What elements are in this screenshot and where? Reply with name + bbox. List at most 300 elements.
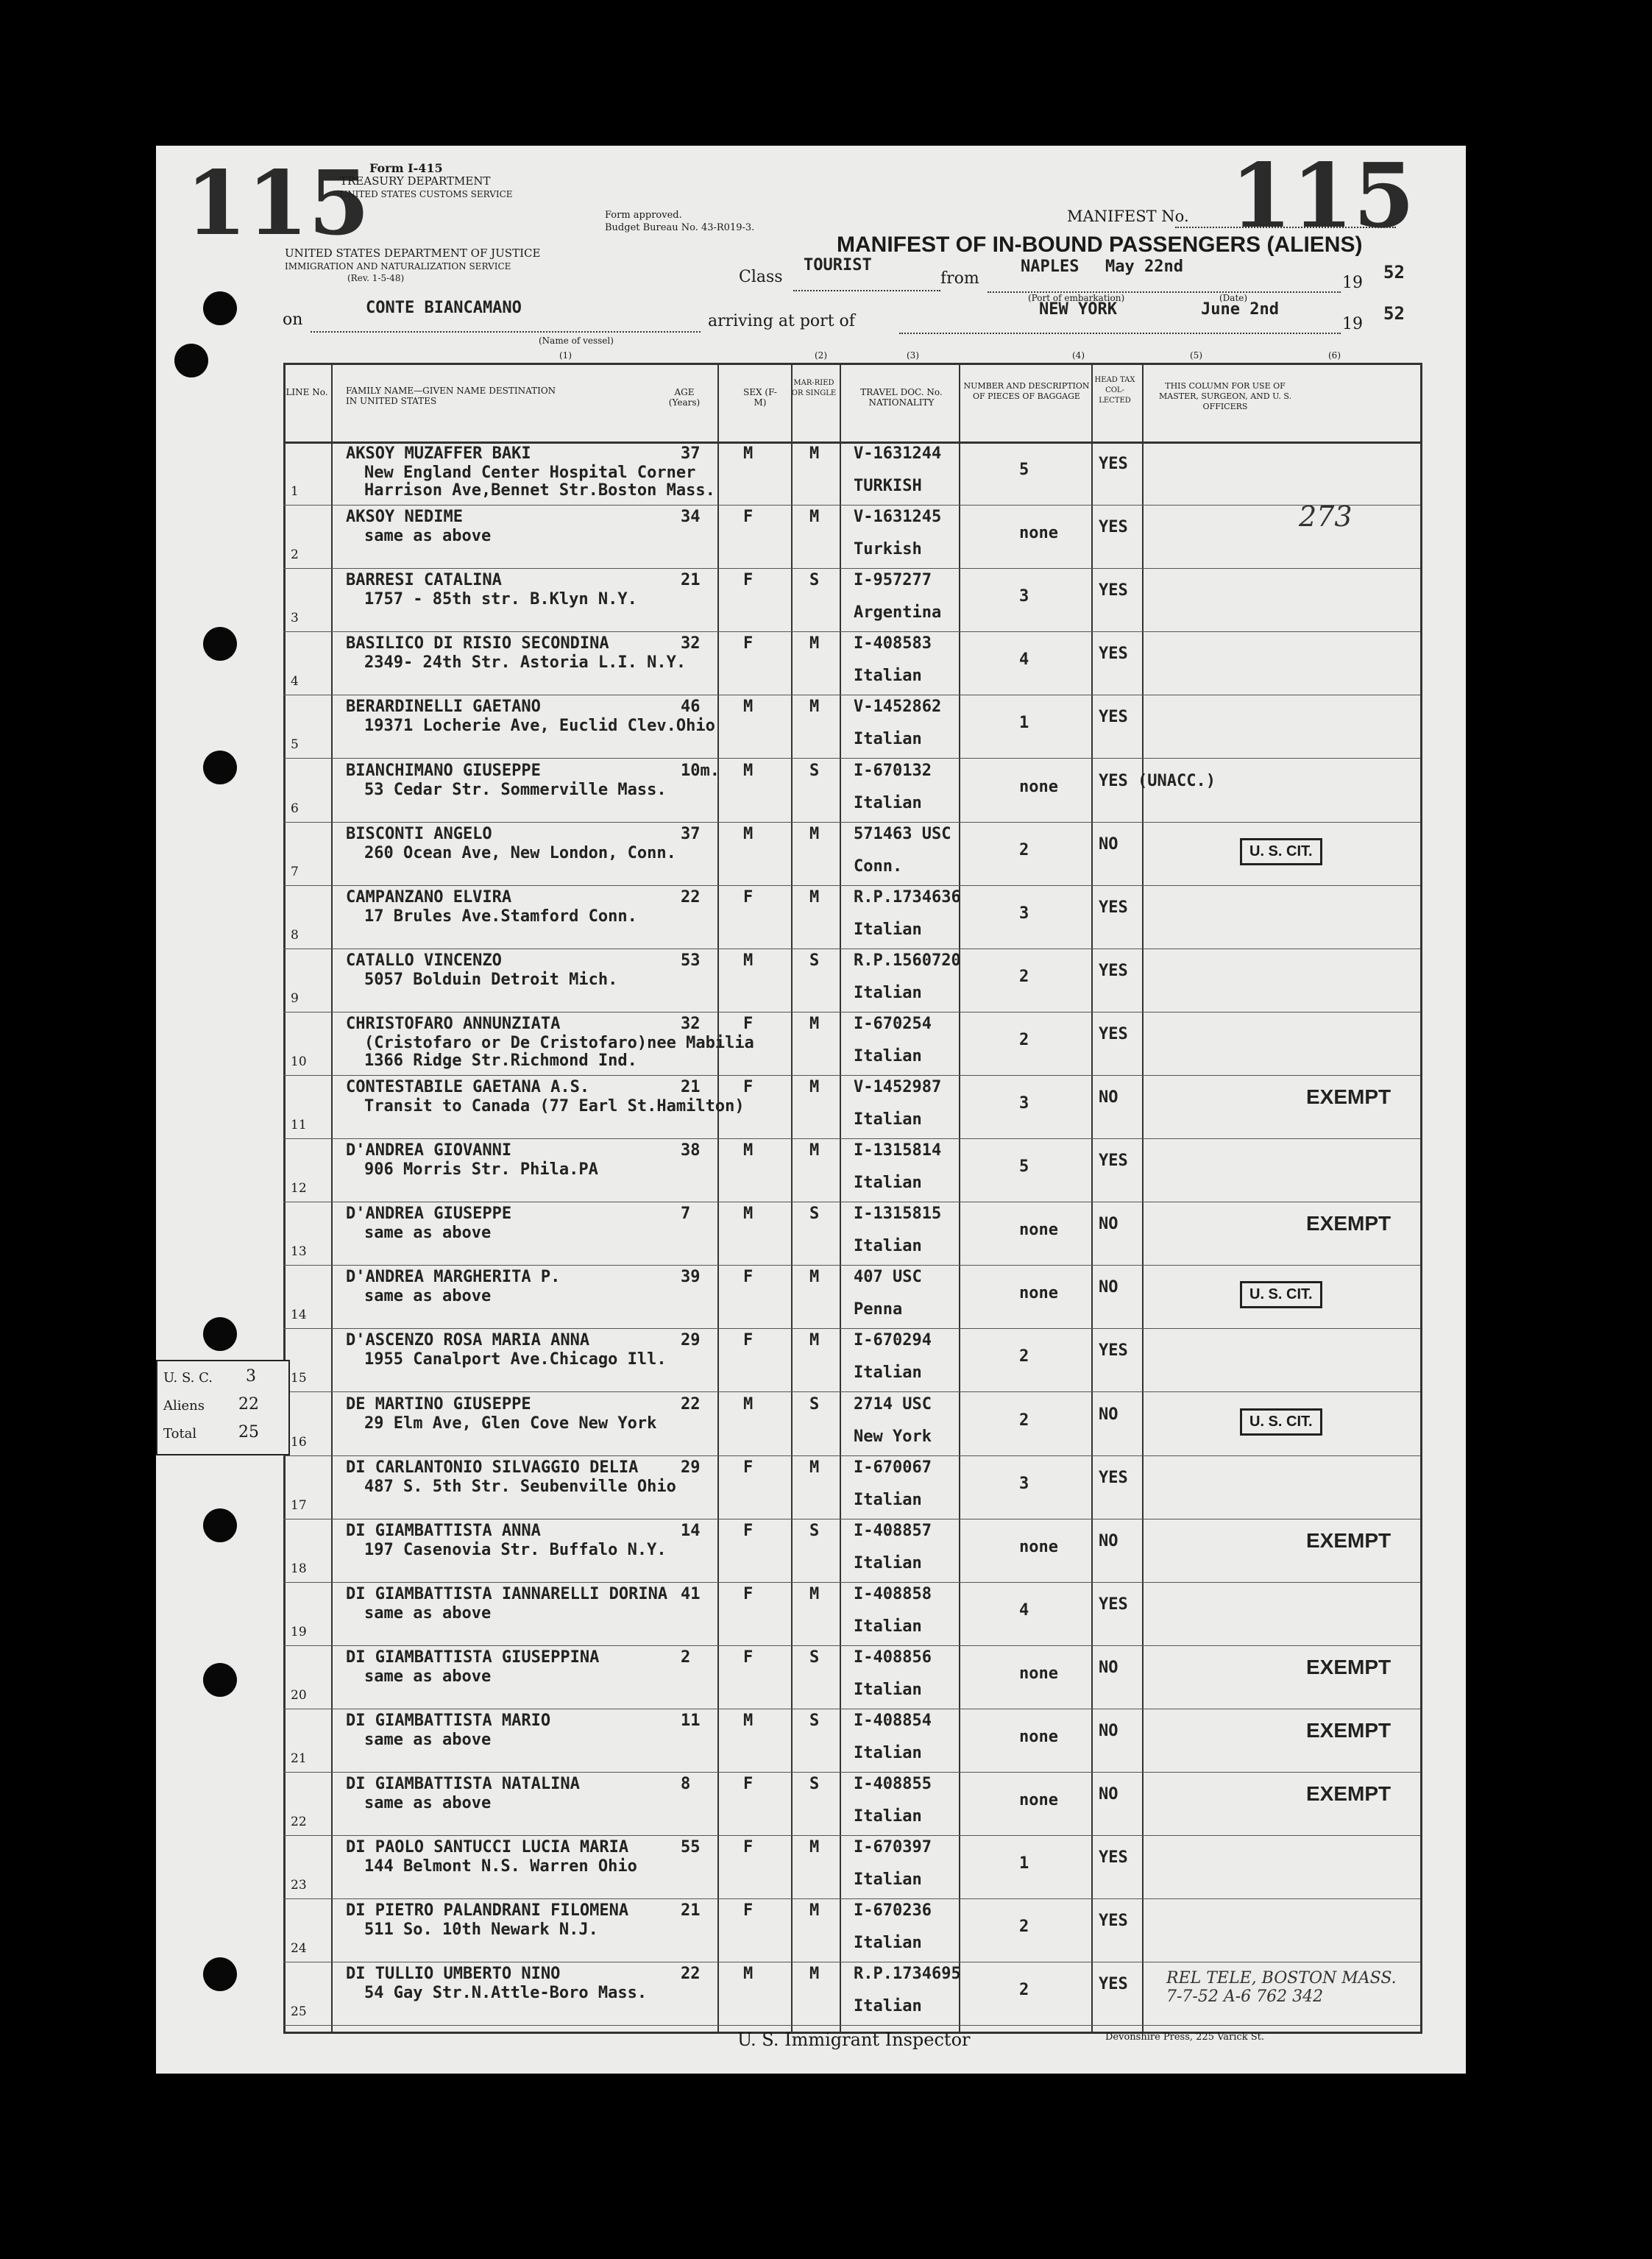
line-number: 14 xyxy=(291,1308,307,1323)
manifest-page xyxy=(156,146,1466,2074)
travel-doc: I-408858 xyxy=(854,1584,932,1603)
travel-doc: I-1315815 xyxy=(854,1205,942,1224)
marital-status: M xyxy=(809,634,820,653)
year-prefix-1: 19 xyxy=(1342,274,1363,292)
from-label: from xyxy=(940,269,979,288)
line-number: 1 xyxy=(291,484,299,499)
line-number: 10 xyxy=(291,1054,307,1069)
passenger-sex: F xyxy=(743,1521,754,1540)
passenger-sex: F xyxy=(743,1331,754,1350)
header-married: MAR-RIED OR SINGLE xyxy=(791,379,837,397)
destination: same as above xyxy=(364,1667,492,1686)
col-num-2: (2) xyxy=(815,350,827,361)
destination: same as above xyxy=(364,1224,492,1243)
date-to: June 2nd xyxy=(1201,300,1279,319)
head-tax: YES xyxy=(1099,1024,1128,1043)
table-row xyxy=(283,1202,1420,1266)
table-row xyxy=(283,885,1420,949)
destination: 19371 Locherie Ave, Euclid Clev.Ohio xyxy=(364,717,715,736)
line-number: 15 xyxy=(291,1371,307,1386)
passenger-name: D'ANDREA GIUSEPPE xyxy=(346,1205,512,1224)
travel-doc: I-1315814 xyxy=(854,1141,942,1160)
on-label: on xyxy=(283,311,303,329)
total-count: 25 xyxy=(238,1423,259,1441)
line-number: 9 xyxy=(291,990,299,1006)
baggage: 2 xyxy=(1019,840,1029,859)
passenger-sex: F xyxy=(743,1014,754,1033)
marital-status: M xyxy=(809,508,820,527)
line-number: 20 xyxy=(291,1687,307,1703)
passenger-sex: F xyxy=(743,1584,754,1603)
table-row xyxy=(283,631,1420,695)
passenger-age: 46 xyxy=(681,698,701,717)
line-number: 25 xyxy=(291,2004,307,2020)
travel-doc: R.P.1734695 xyxy=(854,1965,961,1984)
nationality: Argentina xyxy=(854,603,942,623)
marital-status: S xyxy=(809,761,820,780)
line-number: 17 xyxy=(291,1497,307,1513)
table-row xyxy=(283,1582,1420,1646)
destination: Transit to Canada (77 Earl St.Hamilton) xyxy=(364,1097,745,1116)
head-tax: NO xyxy=(1099,1785,1119,1804)
baggage: 2 xyxy=(1019,1981,1029,2000)
table-row xyxy=(283,1519,1420,1583)
baggage: 3 xyxy=(1019,1474,1029,1493)
page-number-right: 115 xyxy=(1230,144,1415,248)
table-row xyxy=(283,500,1420,569)
baggage: none xyxy=(1019,1728,1058,1746)
head-tax: YES xyxy=(1099,645,1128,664)
table-row xyxy=(283,1835,1420,1899)
date-from: May 22nd xyxy=(1105,258,1183,276)
nationality: New York xyxy=(854,1427,932,1446)
nationality: Italian xyxy=(854,667,922,686)
binder-hole xyxy=(203,751,237,784)
destination: 144 Belmont N.S. Warren Ohio xyxy=(364,1857,637,1876)
passenger-name: CAMPANZANO ELVIRA xyxy=(346,887,512,907)
marital-status: M xyxy=(809,698,820,717)
line-number: 12 xyxy=(291,1181,307,1196)
passenger-name: D'ASCENZO ROSA MARIA ANNA xyxy=(346,1331,590,1350)
baggage: 4 xyxy=(1019,650,1029,670)
destination: 487 S. 5th Str. Seubenville Ohio xyxy=(364,1477,676,1496)
passenger-age: 34 xyxy=(681,508,701,527)
nationality: Italian xyxy=(854,920,922,939)
passenger-sex: F xyxy=(743,508,754,527)
passenger-sex: M xyxy=(743,1965,754,1984)
head-tax: YES xyxy=(1099,1848,1128,1868)
destination: 2349- 24th Str. Astoria L.I. N.Y. xyxy=(364,653,687,673)
destination: 1757 - 85th str. B.Klyn N.Y. xyxy=(364,590,637,609)
passenger-age: 22 xyxy=(681,1394,701,1414)
baggage: none xyxy=(1019,524,1058,543)
passenger-name: DI CARLANTONIO SILVAGGIO DELIA xyxy=(346,1458,639,1477)
nationality: Italian xyxy=(854,730,922,749)
passenger-sex: F xyxy=(743,1458,754,1477)
passenger-sex: M xyxy=(743,824,754,843)
destination-line-2: Harrison Ave,Bennet Str.Boston Mass. xyxy=(364,481,715,500)
travel-doc: I-670067 xyxy=(854,1458,932,1477)
line-number: 21 xyxy=(291,1751,307,1766)
vessel-name: CONTE BIANCAMANO xyxy=(366,299,522,317)
baggage: 2 xyxy=(1019,967,1029,986)
baggage: 3 xyxy=(1019,904,1029,923)
line-number: 22 xyxy=(291,1815,307,1830)
col-num-5: (5) xyxy=(1190,350,1202,361)
head-tax: YES xyxy=(1099,455,1128,473)
passenger-age: 21 xyxy=(681,571,701,590)
header-line-no: LINE No. xyxy=(286,387,328,397)
passenger-name: CHRISTOFARO ANNUNZIATA xyxy=(346,1014,561,1033)
travel-doc: 571463 USC xyxy=(854,824,951,843)
year-2: 52 xyxy=(1383,303,1405,324)
destination: 260 Ocean Ave, New London, Conn. xyxy=(364,843,676,862)
customs-service: UNITED STATES CUSTOMS SERVICE xyxy=(340,189,513,199)
passenger-sex: M xyxy=(743,1141,754,1160)
passenger-name: DI GIAMBATTISTA IANNARELLI DORINA xyxy=(346,1584,668,1603)
table-row xyxy=(283,1455,1420,1519)
passenger-name: AKSOY MUZAFFER BAKI xyxy=(346,444,531,463)
passenger-sex: M xyxy=(743,698,754,717)
col-num-3: (3) xyxy=(907,350,919,361)
exempt-mark: EXEMPT xyxy=(1306,1655,1392,1678)
travel-doc: 2714 USC xyxy=(854,1394,932,1414)
treasury-dept: TREASURY DEPARTMENT xyxy=(340,174,491,188)
inspector-label: U. S. Immigrant Inspector xyxy=(737,2029,971,2050)
table-row xyxy=(283,695,1420,759)
destination: same as above xyxy=(364,1603,492,1623)
binder-hole xyxy=(203,291,237,325)
destination: 17 Brules Ave.Stamford Conn. xyxy=(364,907,637,926)
table-row xyxy=(283,822,1420,886)
head-tax: YES xyxy=(1099,1912,1128,1931)
destination: 29 Elm Ave, Glen Cove New York xyxy=(364,1414,657,1433)
travel-doc: V-1452987 xyxy=(854,1078,942,1096)
manifest-title: MANIFEST OF IN-BOUND PASSENGERS (ALIENS) xyxy=(837,233,1363,257)
passenger-age: 21 xyxy=(681,1078,701,1096)
header-age: AGE (Years) xyxy=(668,387,701,408)
year-1: 52 xyxy=(1383,262,1405,283)
marital-status: M xyxy=(809,1584,820,1603)
travel-doc: I-408854 xyxy=(854,1712,932,1730)
nationality: Italian xyxy=(854,1617,922,1636)
travel-doc: I-408583 xyxy=(854,634,932,653)
nationality: Italian xyxy=(854,1553,922,1572)
passenger-sex: M xyxy=(743,761,754,780)
usc-label: U. S. C. xyxy=(163,1370,213,1386)
line-number: 3 xyxy=(291,611,299,626)
head-tax: YES xyxy=(1099,1975,1128,1994)
marital-status: S xyxy=(809,1521,820,1540)
exempt-mark: EXEMPT xyxy=(1306,1212,1392,1235)
binder-hole xyxy=(203,1317,237,1351)
baggage: 5 xyxy=(1019,1157,1029,1177)
passenger-age: 11 xyxy=(681,1712,701,1730)
head-tax: YES xyxy=(1099,898,1128,917)
header-officers: THIS COLUMN FOR USE OF MASTER, SURGEON, AND U. S. OFFICERS xyxy=(1158,381,1291,411)
marital-status: M xyxy=(809,1838,820,1857)
passenger-sex: M xyxy=(743,951,754,970)
head-tax: YES xyxy=(1099,1468,1128,1487)
marital-status: M xyxy=(809,1141,820,1160)
passenger-table xyxy=(283,363,1422,2034)
baggage: none xyxy=(1019,777,1058,796)
header-sex: SEX (F-M) xyxy=(743,387,777,408)
line-number: 23 xyxy=(291,1878,307,1893)
passenger-age: 14 xyxy=(681,1521,701,1540)
passenger-age: 2 xyxy=(681,1648,691,1667)
baggage: 2 xyxy=(1019,1918,1029,1937)
marital-status: S xyxy=(809,1775,820,1794)
passenger-age: 8 xyxy=(681,1775,691,1794)
head-tax: YES xyxy=(1099,961,1128,980)
baggage: none xyxy=(1019,1537,1058,1556)
vessel-note: (Name of vessel) xyxy=(539,336,614,346)
baggage: 4 xyxy=(1019,1600,1029,1620)
travel-doc: I-670254 xyxy=(854,1014,932,1033)
travel-doc: I-670294 xyxy=(854,1331,932,1350)
binder-hole xyxy=(174,344,208,377)
destination: New England Center Hospital Corner xyxy=(364,464,696,482)
marital-status: S xyxy=(809,1648,820,1667)
nationality: Italian xyxy=(854,1110,922,1129)
travel-doc: 407 USC xyxy=(854,1268,922,1287)
port-from: NAPLES xyxy=(1021,258,1080,276)
passenger-name: BIANCHIMANO GIUSEPPE xyxy=(346,761,541,780)
class-label: Class xyxy=(739,268,783,286)
marital-status: M xyxy=(809,444,820,463)
aliens-count: 22 xyxy=(238,1395,259,1414)
class-value: TOURIST xyxy=(804,256,872,274)
table-row xyxy=(283,1328,1420,1392)
line-number: 16 xyxy=(291,1434,307,1450)
table-header xyxy=(283,365,1420,444)
table-row xyxy=(283,1265,1420,1329)
head-tax: NO xyxy=(1099,1531,1119,1550)
col-num-4: (4) xyxy=(1072,350,1085,361)
justice-dept: UNITED STATES DEPARTMENT OF JUSTICE xyxy=(285,247,541,260)
table-row xyxy=(283,759,1420,823)
destination-line-2: 1366 Ridge Str.Richmond Ind. xyxy=(364,1051,637,1070)
table-row xyxy=(283,948,1420,1013)
passenger-sex: F xyxy=(743,1648,754,1667)
nationality: Italian xyxy=(854,1046,922,1065)
travel-doc: V-1631244 xyxy=(854,444,942,463)
passenger-sex: M xyxy=(743,444,754,463)
marital-status: M xyxy=(809,1458,820,1477)
head-tax: YES xyxy=(1099,518,1128,537)
passenger-sex: F xyxy=(743,571,754,590)
nationality: Italian xyxy=(854,1870,922,1890)
passenger-age: 7 xyxy=(681,1205,691,1224)
marital-status: M xyxy=(809,1268,820,1287)
passenger-name: DI GIAMBATTISTA NATALINA xyxy=(346,1775,580,1794)
marital-status: S xyxy=(809,571,820,590)
baggage: 5 xyxy=(1019,461,1029,479)
handwritten-number: 273 xyxy=(1299,500,1353,533)
table-row xyxy=(283,568,1420,632)
travel-doc: I-408857 xyxy=(854,1521,932,1540)
handwritten-note: REL TELE, BOSTON MASS. 7-7-52 A-6 762 342 xyxy=(1166,1969,1397,2007)
nationality: Conn. xyxy=(854,857,903,876)
travel-doc: R.P.1734636 xyxy=(854,887,961,907)
passenger-name: DI PAOLO SANTUCCI LUCIA MARIA xyxy=(346,1838,629,1857)
passenger-sex: F xyxy=(743,1268,754,1287)
table-row xyxy=(283,1392,1420,1456)
passenger-sex: F xyxy=(743,887,754,907)
passenger-age: 55 xyxy=(681,1838,701,1857)
nationality: Italian xyxy=(854,1807,922,1826)
binder-hole xyxy=(203,627,237,661)
passenger-age: 29 xyxy=(681,1458,701,1477)
passenger-name: AKSOY NEDIME xyxy=(346,508,463,527)
baggage: 2 xyxy=(1019,1347,1029,1366)
line-number: 4 xyxy=(291,674,299,689)
baggage: 1 xyxy=(1019,1854,1029,1873)
travel-doc: I-670236 xyxy=(854,1901,932,1921)
head-tax: NO xyxy=(1099,1722,1119,1740)
destination: (Cristofaro or De Cristofaro)nee Mabilia xyxy=(364,1033,754,1052)
passenger-age: 53 xyxy=(681,951,701,970)
destination: 511 So. 10th Newark N.J. xyxy=(364,1921,598,1940)
baggage: none xyxy=(1019,1664,1058,1683)
table-row xyxy=(283,1012,1420,1076)
nationality: Italian xyxy=(854,1744,922,1762)
passenger-age: 39 xyxy=(681,1268,701,1287)
head-tax: NO xyxy=(1099,1658,1119,1677)
passenger-name: CATALLO VINCENZO xyxy=(346,951,502,970)
line-number: 6 xyxy=(291,801,299,816)
us-cit-stamp: U. S. CIT. xyxy=(1240,1281,1322,1308)
page-number-left: 115 xyxy=(185,152,370,255)
destination: 197 Casenovia Str. Buffalo N.Y. xyxy=(364,1540,667,1559)
marital-status: M xyxy=(809,1965,820,1984)
baggage: none xyxy=(1019,1221,1058,1240)
passenger-name: DI GIAMBATTISTA MARIO xyxy=(346,1712,551,1730)
passenger-name: CONTESTABILE GAETANA A.S. xyxy=(346,1078,590,1096)
usc-count: 3 xyxy=(246,1367,256,1386)
destination: 53 Cedar Str. Sommerville Mass. xyxy=(364,780,667,799)
passenger-age: 37 xyxy=(681,824,701,843)
passenger-sex: F xyxy=(743,1901,754,1921)
head-tax: NO xyxy=(1099,1088,1119,1107)
line-number: 7 xyxy=(291,864,299,879)
total-label: Total xyxy=(163,1426,197,1441)
nationality: Italian xyxy=(854,1680,922,1699)
marital-status: S xyxy=(809,951,820,970)
nationality: Italian xyxy=(854,1490,922,1509)
travel-doc: I-957277 xyxy=(854,571,932,590)
binder-hole xyxy=(203,1957,237,1991)
ins-service: IMMIGRATION AND NATURALIZATION SERVICE xyxy=(285,261,511,272)
line-number: 19 xyxy=(291,1624,307,1639)
marital-status: S xyxy=(809,1712,820,1730)
table-row xyxy=(283,1962,1420,2026)
press-note: Devonshire Press, 225 Varick St. xyxy=(1105,2032,1264,2043)
baggage: 1 xyxy=(1019,714,1029,733)
passenger-age: 22 xyxy=(681,1965,701,1984)
marital-status: S xyxy=(809,1205,820,1224)
date-note: (Date) xyxy=(1219,293,1248,303)
nationality: Italian xyxy=(854,1997,922,2016)
passenger-name: DI TULLIO UMBERTO NINO xyxy=(346,1965,561,1984)
passenger-name: BERARDINELLI GAETANO xyxy=(346,698,541,717)
col-num-1: (1) xyxy=(559,350,572,361)
head-tax: NO xyxy=(1099,834,1119,854)
passenger-age: 32 xyxy=(681,634,701,653)
table-row xyxy=(283,1645,1420,1709)
destination: same as above xyxy=(364,527,492,546)
travel-doc: R.P.1560720 xyxy=(854,951,961,970)
nationality: Penna xyxy=(854,1300,903,1319)
passenger-sex: F xyxy=(743,1838,754,1857)
line-number: 18 xyxy=(291,1561,307,1576)
aliens-label: Aliens xyxy=(163,1398,205,1414)
header-name: FAMILY NAME—GIVEN NAME DESTINATION IN UNITED STATES xyxy=(346,386,556,406)
destination: 906 Morris Str. Phila.PA xyxy=(364,1160,598,1180)
marital-status: M xyxy=(809,887,820,907)
head-tax: YES xyxy=(1099,1152,1128,1171)
baggage: 2 xyxy=(1019,1030,1029,1049)
nationality: Italian xyxy=(854,1934,922,1953)
passenger-name: BISCONTI ANGELO xyxy=(346,824,492,843)
marital-status: M xyxy=(809,1014,820,1033)
binder-hole xyxy=(203,1663,237,1697)
head-tax: NO xyxy=(1099,1278,1119,1297)
marital-status: M xyxy=(809,824,820,843)
head-tax: NO xyxy=(1099,1405,1119,1424)
passenger-name: BASILICO DI RISIO SECONDINA xyxy=(346,634,609,653)
passenger-sex: F xyxy=(743,634,754,653)
table-row xyxy=(283,1772,1420,1836)
travel-doc: I-670397 xyxy=(854,1838,932,1857)
nationality: Italian xyxy=(854,983,922,1002)
destination: same as above xyxy=(364,1794,492,1813)
exempt-mark: EXEMPT xyxy=(1306,1085,1392,1108)
head-tax: YES xyxy=(1099,1341,1128,1361)
passenger-name: DE MARTINO GIUSEPPE xyxy=(346,1394,531,1414)
nationality: Italian xyxy=(854,1363,922,1383)
header-travel-doc: TRAVEL DOC. No. NATIONALITY xyxy=(860,387,943,408)
baggage: 2 xyxy=(1019,1411,1029,1430)
line-number: 5 xyxy=(291,737,299,753)
exempt-mark: EXEMPT xyxy=(1306,1528,1392,1552)
head-tax: YES xyxy=(1099,1595,1128,1614)
tally-box xyxy=(156,1360,290,1455)
passenger-name: DI GIAMBATTISTA ANNA xyxy=(346,1521,541,1540)
line-number: 13 xyxy=(291,1244,307,1260)
passenger-age: 32 xyxy=(681,1014,701,1033)
line-number: 24 xyxy=(291,1941,307,1957)
nationality: Turkish xyxy=(854,540,922,559)
head-tax: YES (UNACC.) xyxy=(1099,771,1216,790)
nationality: Italian xyxy=(854,1174,922,1193)
travel-doc: I-408855 xyxy=(854,1775,932,1794)
destination: 54 Gay Str.N.Attle-Boro Mass. xyxy=(364,1984,648,2003)
passenger-name: D'ANDREA MARGHERITA P. xyxy=(346,1268,561,1287)
baggage: none xyxy=(1019,1791,1058,1810)
passenger-sex: M xyxy=(743,1205,754,1224)
nationality: Italian xyxy=(854,793,922,812)
header-baggage: NUMBER AND DESCRIPTION OF PIECES OF BAGGAGE xyxy=(963,381,1090,401)
exempt-mark: EXEMPT xyxy=(1306,1719,1392,1742)
binder-hole xyxy=(203,1508,237,1542)
passenger-age: 37 xyxy=(681,444,701,463)
arriving-label: arriving at port of xyxy=(708,312,855,330)
form-approved: Form approved. xyxy=(605,210,682,221)
col-num-6: (6) xyxy=(1328,350,1341,361)
exempt-mark: EXEMPT xyxy=(1306,1782,1392,1806)
